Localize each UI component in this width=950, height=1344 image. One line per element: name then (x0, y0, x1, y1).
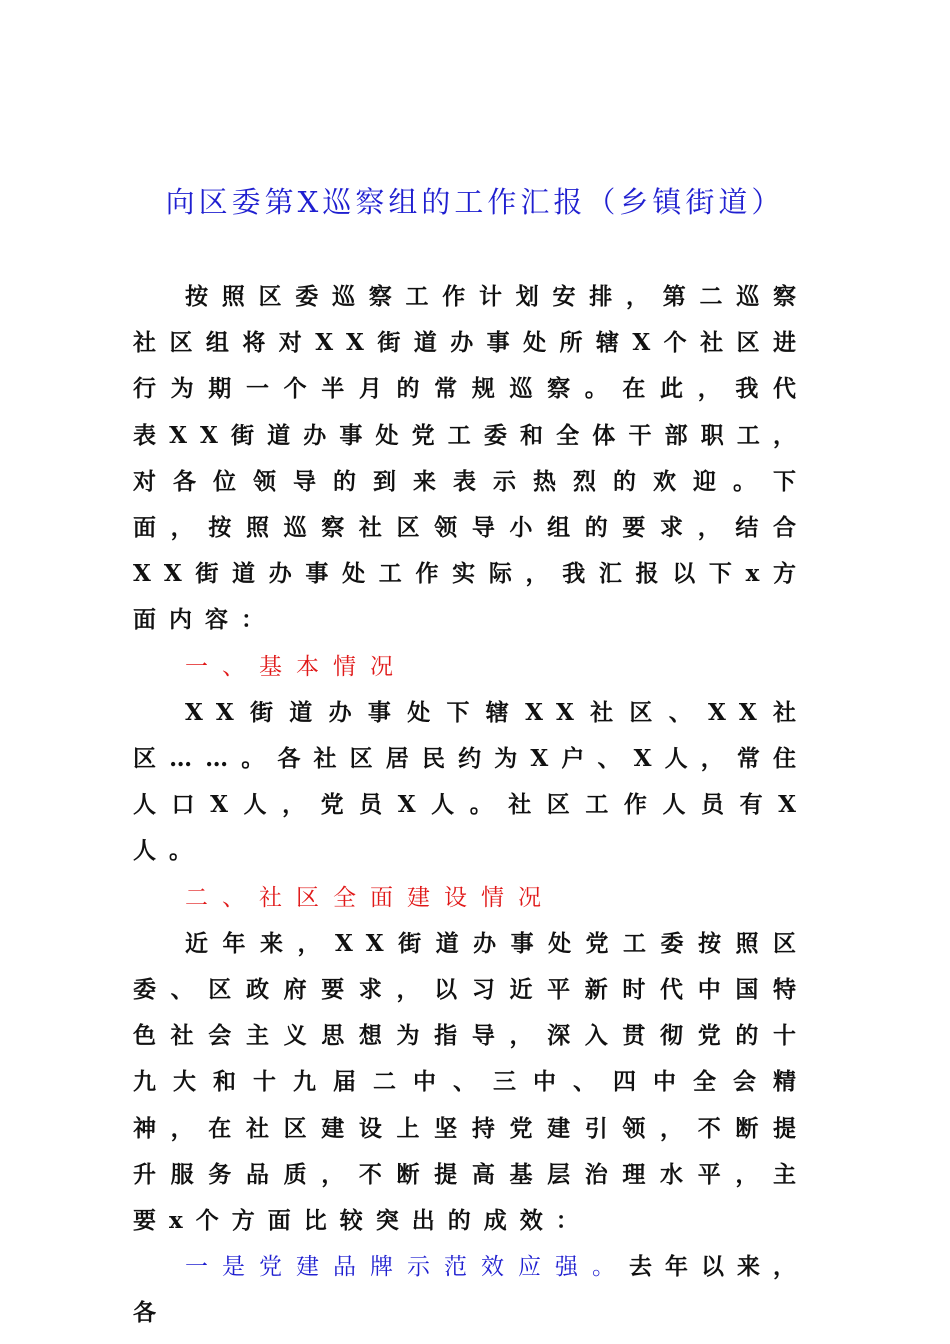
section-1-heading: 一、基本情况 (185, 653, 407, 680)
intro-paragraph: 按照区委巡察工作计划安排，第二巡察社区组将对XX街道办事处所辖X个社区进行为期一个半月的常规巡察。在此，我代表XX街道办事处党工委和全体干部职工，对各位领导的到来表示热烈的欢迎。下面，按照巡察社区领导小组的要求，结合XX街道办事处工作实际，我汇报以下x方面内容： (133, 283, 809, 634)
point-1-paragraph (133, 1244, 809, 1336)
section-2-heading: 二、社区全面建设情况 (185, 884, 555, 911)
section-1-paragraph: XX街道办事处下辖XX社区、XX社区……。各社区居民约为X户、X人，常住人口X人，党员X人。社区工作人员有X人。 (133, 698, 809, 865)
point-1-lead: 一是党建品牌示范效应强。 (185, 1254, 629, 1281)
document-body (133, 274, 809, 1337)
point-1-text: 去年以来，各 (133, 1253, 809, 1327)
document-title: 向区委第X巡察组的工作汇报（乡镇街道） (165, 185, 785, 219)
section-2-paragraph: 近年来，XX街道办事处党工委按照区委、区政府要求，以习近平新时代中国特色社会主义思想为指导，深入贯彻党的十九大和十九届二中、三中、四中全会精神，在社区建设上坚持党建引领，不断提升服务品质，不断提高基层治理水平，主要x个方面比较突出的成效： (133, 929, 809, 1235)
